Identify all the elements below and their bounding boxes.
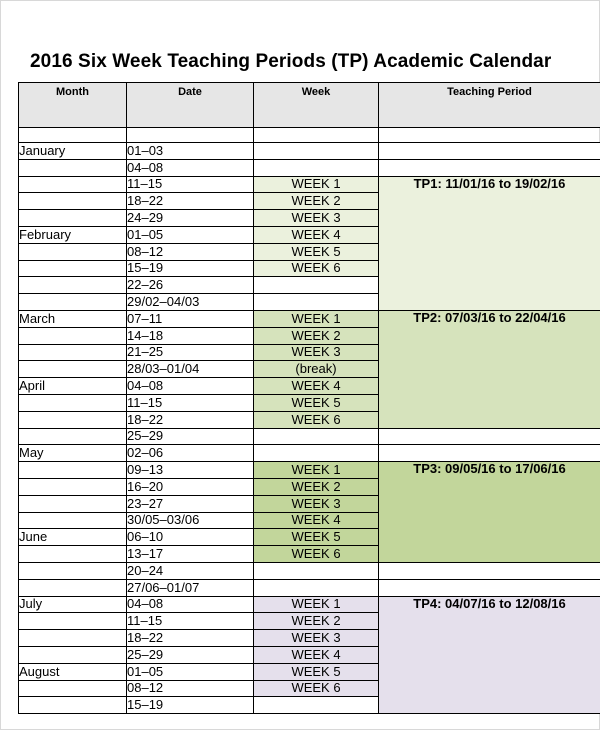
date-cell: 23–27 — [127, 495, 254, 512]
date-cell: 01–05 — [127, 226, 254, 243]
week-cell: WEEK 4 — [254, 512, 379, 529]
calendar-table — [18, 82, 600, 714]
week-cell — [254, 428, 379, 445]
spacer-cell — [127, 128, 254, 143]
week-cell: WEEK 2 — [254, 193, 379, 210]
date-cell: 11–15 — [127, 176, 254, 193]
month-cell — [19, 394, 127, 411]
column-header-month: Month — [19, 83, 127, 128]
week-cell: WEEK 1 — [254, 176, 379, 193]
week-cell — [254, 697, 379, 714]
date-cell: 04–08 — [127, 159, 254, 176]
date-cell: 25–29 — [127, 428, 254, 445]
date-cell: 24–29 — [127, 210, 254, 227]
month-cell — [19, 546, 127, 563]
week-cell: WEEK 5 — [254, 394, 379, 411]
week-cell: WEEK 4 — [254, 378, 379, 395]
date-cell: 04–08 — [127, 596, 254, 613]
month-cell — [19, 344, 127, 361]
date-cell: 04–08 — [127, 378, 254, 395]
week-cell: WEEK 4 — [254, 646, 379, 663]
month-cell — [19, 630, 127, 647]
column-header-teaching-period: Teaching Period — [379, 83, 600, 128]
week-cell: (break) — [254, 361, 379, 378]
month-cell — [19, 613, 127, 630]
table-row — [19, 176, 600, 193]
month-cell: August — [19, 663, 127, 680]
date-cell: 18–22 — [127, 411, 254, 428]
month-cell — [19, 176, 127, 193]
table-row — [19, 445, 600, 462]
page-title: 2016 Six Week Teaching Periods (TP) Academic Calendar — [30, 51, 552, 72]
date-cell: 09–13 — [127, 462, 254, 479]
month-cell — [19, 512, 127, 529]
date-cell: 08–12 — [127, 680, 254, 697]
month-cell: January — [19, 143, 127, 160]
month-cell — [19, 411, 127, 428]
month-cell — [19, 243, 127, 260]
month-cell — [19, 495, 127, 512]
week-cell — [254, 294, 379, 311]
table-row — [19, 428, 600, 445]
week-cell — [254, 159, 379, 176]
date-cell: 22–26 — [127, 277, 254, 294]
table-row — [19, 596, 600, 613]
month-cell: March — [19, 310, 127, 327]
week-cell — [254, 143, 379, 160]
date-cell: 21–25 — [127, 344, 254, 361]
teaching-period-empty — [379, 562, 600, 579]
teaching-period-empty — [379, 445, 600, 462]
table-row — [19, 143, 600, 160]
week-cell: WEEK 5 — [254, 243, 379, 260]
month-cell — [19, 428, 127, 445]
month-cell: June — [19, 529, 127, 546]
month-cell: February — [19, 226, 127, 243]
spacer-cell — [254, 128, 379, 143]
month-cell — [19, 697, 127, 714]
week-cell: WEEK 3 — [254, 344, 379, 361]
spacer-row — [19, 128, 600, 143]
date-cell: 07–11 — [127, 310, 254, 327]
header-row — [19, 83, 600, 128]
month-cell — [19, 294, 127, 311]
week-cell — [254, 579, 379, 596]
month-cell — [19, 327, 127, 344]
teaching-period-empty — [379, 159, 600, 176]
date-cell: 28/03–01/04 — [127, 361, 254, 378]
week-cell: WEEK 3 — [254, 630, 379, 647]
table-row — [19, 562, 600, 579]
month-cell — [19, 210, 127, 227]
month-cell — [19, 478, 127, 495]
week-cell: WEEK 5 — [254, 529, 379, 546]
teaching-period-tp1: TP1: 11/01/16 to 19/02/16 — [379, 176, 600, 310]
date-cell: 06–10 — [127, 529, 254, 546]
month-cell: July — [19, 596, 127, 613]
table-row — [19, 159, 600, 176]
date-cell: 01–03 — [127, 143, 254, 160]
calendar-body — [19, 128, 600, 714]
table-row — [19, 310, 600, 327]
week-cell: WEEK 5 — [254, 663, 379, 680]
teaching-period-empty — [379, 579, 600, 596]
date-cell: 16–20 — [127, 478, 254, 495]
date-cell: 11–15 — [127, 394, 254, 411]
teaching-period-tp4: TP4: 04/07/16 to 12/08/16 — [379, 596, 600, 714]
date-cell: 30/05–03/06 — [127, 512, 254, 529]
date-cell: 14–18 — [127, 327, 254, 344]
week-cell: WEEK 6 — [254, 680, 379, 697]
table-row — [19, 579, 600, 596]
teaching-period-tp3: TP3: 09/05/16 to 17/06/16 — [379, 462, 600, 563]
date-cell: 01–05 — [127, 663, 254, 680]
month-cell: April — [19, 378, 127, 395]
month-cell: May — [19, 445, 127, 462]
week-cell: WEEK 2 — [254, 613, 379, 630]
table-row — [19, 462, 600, 479]
date-cell: 27/06–01/07 — [127, 579, 254, 596]
week-cell: WEEK 3 — [254, 495, 379, 512]
month-cell — [19, 462, 127, 479]
week-cell: WEEK 4 — [254, 226, 379, 243]
date-cell: 13–17 — [127, 546, 254, 563]
week-cell: WEEK 2 — [254, 327, 379, 344]
week-cell — [254, 277, 379, 294]
date-cell: 18–22 — [127, 193, 254, 210]
date-cell: 08–12 — [127, 243, 254, 260]
week-cell: WEEK 1 — [254, 310, 379, 327]
column-header-date: Date — [127, 83, 254, 128]
date-cell: 29/02–04/03 — [127, 294, 254, 311]
month-cell — [19, 562, 127, 579]
teaching-period-empty — [379, 143, 600, 160]
date-cell: 20–24 — [127, 562, 254, 579]
teaching-period-empty — [379, 428, 600, 445]
week-cell — [254, 445, 379, 462]
spacer-cell — [19, 128, 127, 143]
week-cell: WEEK 2 — [254, 478, 379, 495]
month-cell — [19, 680, 127, 697]
week-cell: WEEK 1 — [254, 462, 379, 479]
month-cell — [19, 159, 127, 176]
date-cell: 15–19 — [127, 260, 254, 277]
month-cell — [19, 193, 127, 210]
month-cell — [19, 646, 127, 663]
date-cell: 18–22 — [127, 630, 254, 647]
week-cell: WEEK 1 — [254, 596, 379, 613]
week-cell: WEEK 6 — [254, 260, 379, 277]
week-cell — [254, 562, 379, 579]
month-cell — [19, 260, 127, 277]
week-cell: WEEK 6 — [254, 546, 379, 563]
week-cell: WEEK 3 — [254, 210, 379, 227]
spacer-cell — [379, 128, 600, 143]
date-cell: 11–15 — [127, 613, 254, 630]
month-cell — [19, 361, 127, 378]
date-cell: 02–06 — [127, 445, 254, 462]
month-cell — [19, 277, 127, 294]
week-cell: WEEK 6 — [254, 411, 379, 428]
date-cell: 15–19 — [127, 697, 254, 714]
date-cell: 25–29 — [127, 646, 254, 663]
teaching-period-tp2: TP2: 07/03/16 to 22/04/16 — [379, 310, 600, 428]
month-cell — [19, 579, 127, 596]
column-header-week: Week — [254, 83, 379, 128]
